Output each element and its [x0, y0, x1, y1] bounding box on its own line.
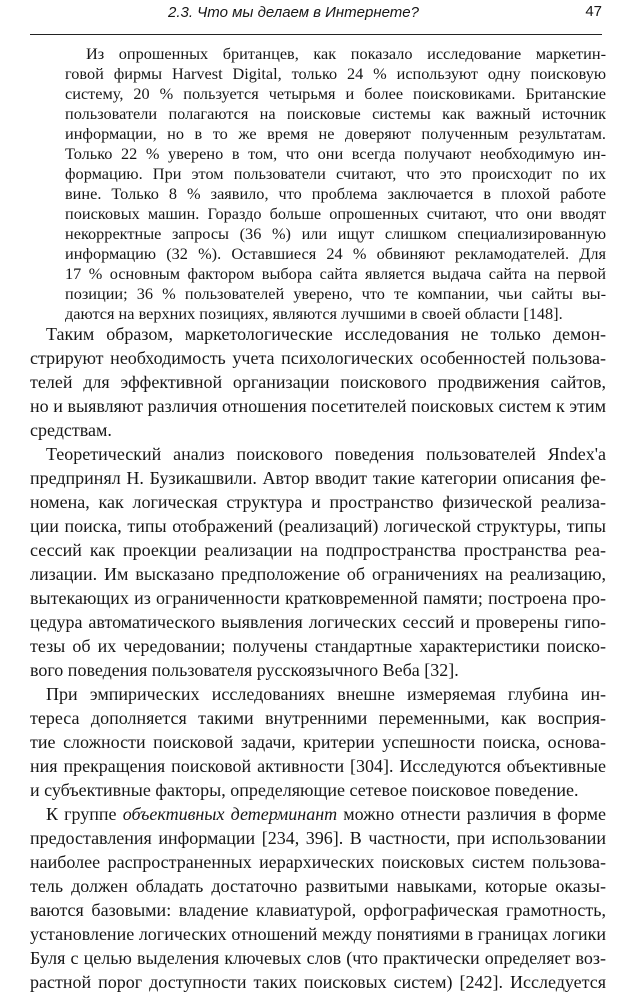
body-line: ции поиска, типы отображений (реализаций) логической структуры, типы: [30, 516, 606, 536]
body-line: средствам.: [30, 420, 112, 440]
body-line: тереса дополняется такими внутренними переменными, как восприя-: [30, 708, 606, 728]
body-line: сессий как проекции реализации на подпространства пространства реа-: [30, 540, 606, 560]
body-line: Теоретический анализ поискового поведения пользователей Яndex'а: [46, 444, 606, 464]
body-line: При эмпирических исследованиях внешне измеряемая глубина ин-: [46, 684, 606, 704]
quote-line: вине. Только 8 % заявило, что проблема заключается в плохой работе: [65, 184, 606, 203]
body-line-with-italic-term: [46, 802, 606, 826]
quote-line: Из опрошенных британцев, как показало исследование маркетин-: [86, 44, 606, 63]
quote-line: говой фирмы Harvest Digital, только 24 % используют одну поисковую: [65, 64, 606, 83]
italic-term-lead: К группе: [46, 804, 123, 824]
body-line: лизации. Им высказано предположение об ограничениях на реализацию,: [30, 564, 606, 584]
quote-line: позиции; 36 % пользователей уверено, что те компании, чьи сайты вы-: [65, 284, 606, 303]
body-line: растной порог доступности таких поисковых систем) [242]. Исследуется: [30, 972, 606, 992]
quote-line: информацию (32 %). Оставшиеся 24 % обвиняют рекламодателей. Для: [65, 244, 606, 263]
body-line: ваются базовыми: владение клавиатурой, орфографическая грамотность,: [30, 900, 606, 920]
quote-line: даются на верхних позициях, являются лучшими в своей области [148].: [65, 304, 563, 323]
body-line: предоставления информации [234, 396]. В частности, при использовании: [30, 828, 606, 848]
quote-line: 17 % основным фактором выбора сайта является выдача сайта на первой: [65, 264, 606, 283]
body-line: вытекающих из ограниченности кратковременной памяти; построена про-: [30, 588, 606, 608]
quote-line: информации, но в то же время не доверяют полученным результатам.: [65, 124, 606, 143]
body-line: номена, как логическая структура и пространство физической реализа-: [30, 492, 606, 512]
body-line: вого поведения пользователя русскоязычного Веба [32].: [30, 660, 459, 680]
body-line: Буля с целью выделения ключевых слов (что практически определяет воз-: [30, 948, 606, 968]
running-title: 2.3. Что мы делаем в Интернете?: [168, 4, 419, 21]
body-line: тезы об их чередовании; получены стандартные характеристики поиско-: [30, 636, 606, 656]
body-line: но и выявляют различия отношения посетителей поисковых систем к этим: [30, 396, 606, 416]
body-line: тие сложности поисковой задачи, критерии успешности поиска, основа-: [30, 732, 606, 752]
body-line: предпринял Н. Бузикашвили. Автор вводит такие категории описания фе-: [30, 468, 606, 488]
quote-line: пользователи полагаются на поисковые системы как важный источник: [65, 104, 606, 123]
quote-line: некорректные запросы (36 %) или ищут слишком специализированную: [65, 224, 606, 243]
body-line: и субъективные факторы, определяющие сетевое поисковое поведение.: [30, 780, 579, 800]
quote-line: систему, 20 % пользуется четырьмя и более поисковиками. Британские: [65, 84, 606, 103]
body-line: ния прекращения поисковой активности [304]. Исследуются объективные: [30, 756, 606, 776]
body-line: установление логических отношений между понятиями в границах логики: [30, 924, 606, 944]
body-line: телей для эффективной организации поискового продвижения сайтов,: [30, 372, 606, 392]
quote-line: поисковых машин. Гораздо больше опрошенных считают, что они вводят: [65, 204, 606, 223]
body-line: наиболее распространенных иерархических поисковых систем пользова-: [30, 852, 606, 872]
body-line: Таким образом, маркетологические исследования не только демон-: [46, 324, 606, 344]
body-line: стрируют необходимость учета психологических особенностей пользова-: [30, 348, 606, 368]
body-line: тель должен обладать достаточно развитыми навыками, которые оказы-: [30, 876, 606, 896]
italic-term: объективных детерминант: [122, 804, 338, 824]
quote-line: формацию. При этом пользователи считают, что это происходит по их: [65, 164, 606, 183]
italic-term-tail: можно отнести различия в форме: [337, 804, 606, 824]
body-line: цедура автоматического выявления логических сессий и проверены гипо-: [30, 612, 606, 632]
page-number: 47: [585, 3, 602, 20]
quote-line: Только 22 % уверено в том, что они всегда получают необходимую ин-: [65, 144, 606, 163]
